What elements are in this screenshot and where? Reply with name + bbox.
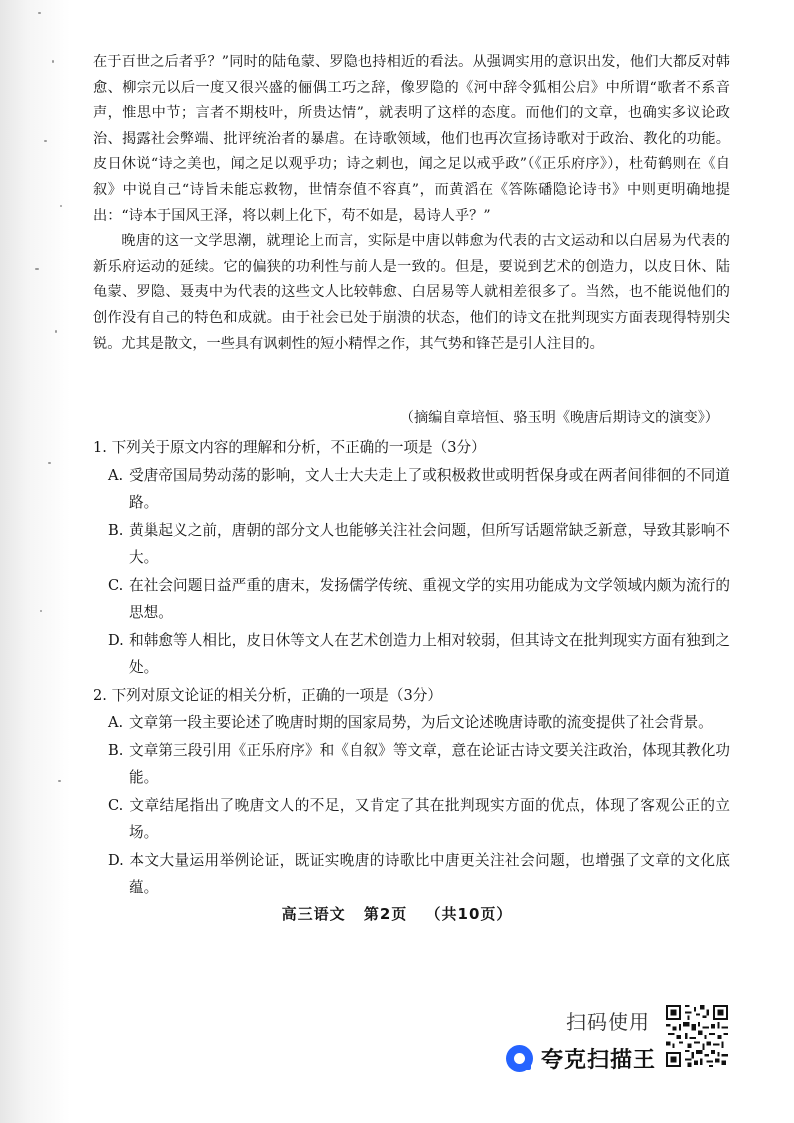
option-text: 文章第一段主要论述了晚唐时期的国家局势，为后文论述晚唐诗歌的流变提供了社会背景。: [129, 714, 713, 731]
passage: [93, 50, 730, 357]
option-text: 文章第三段引用《正乐府序》和《自叙》等文章，意在论证古诗文要关注政治，体现其教化功能。: [129, 741, 730, 786]
question-stem: 1. 下列关于原文内容的理解和分析，不正确的一项是（3分）: [93, 439, 486, 456]
question-list: [93, 434, 730, 902]
option-text: 本文大量运用举例论证，既证实晚唐的诗歌比中唐更关注社会问题，也增强了文章的文化底蕴。: [129, 851, 730, 896]
question-1: [93, 434, 730, 682]
option-b: [93, 517, 730, 572]
passage-source: （摘编自章培恒、骆玉明《晚唐后期诗文的演变》）: [399, 410, 719, 426]
option-letter: D.: [108, 631, 124, 649]
option-letter: C.: [108, 576, 124, 594]
passage-paragraph-1: 在于百世之后者乎？”同时的陆龟蒙、罗隐也持相近的看法。从强调实用的意识出发，他们大都反对韩愈、柳宗元以后一度又很兴盛的俪偶工巧之辞，像罗隐的《河中辞令狐相公启》中所谓“歌者不系音声，惟思中节；言者不期枝叶，所贵达情”，就表明了这样的态度。而他们的文章，也确实多议论政治、揭露社会弊端、批评统治者的暴虐。在诗歌领域，他们也再次宣扬诗歌对于政治、教化的功能。皮日休说“诗之美也，闻之足以观乎功；诗之刺也，闻之足以戒乎政”（《正乐府序》），杜荀鹤则在《自叙》中说自己“诗旨未能忘救物，世情奈值不容真”，而黄滔在《答陈磻隐论诗书》中则更明确地提出：“诗本于国风王泽，将以刺上化下，苟不如是，曷诗人乎？”: [93, 54, 730, 224]
option-text: 受唐帝国局势动荡的影响，文人士大夫走上了或积极救世或明哲保身或在两者间徘徊的不同道路。: [129, 466, 730, 511]
footer-page-number: 第2页: [363, 905, 408, 923]
footer-subject: 高三语文: [281, 905, 346, 923]
option-d: [93, 847, 730, 902]
scan-to-use-label: 扫码使用: [566, 1010, 650, 1034]
option-text: 在社会问题日益严重的唐末，发扬儒学传统、重视文学的实用功能成为文学领域内颇为流行的思想。: [129, 576, 730, 621]
question-stem: 2. 下列对原文论证的相关分析，正确的一项是（3分）: [93, 686, 442, 704]
option-letter: C.: [108, 796, 124, 814]
option-b: [93, 737, 730, 792]
footer-page-total: （共10页）: [425, 905, 513, 923]
page-footer: [0, 903, 794, 924]
option-letter: B.: [108, 521, 124, 539]
option-a: [93, 462, 730, 517]
binding-edge-shadow: [0, 0, 70, 1123]
option-text: 文章结尾指出了晚唐文人的不足，又肯定了其在批判现实方面的优点，体现了客观公正的立场。: [129, 796, 730, 841]
brand-name: 夸克扫描王: [541, 1047, 657, 1073]
option-letter: B.: [108, 741, 124, 759]
option-letter: D.: [108, 851, 124, 869]
option-text: 和韩愈等人相比，皮日休等文人在艺术创造力上相对较弱，但其诗文在批判现实方面有独到之处。: [129, 631, 730, 676]
option-letter: A.: [108, 466, 124, 484]
option-text: 黄巢起义之前，唐朝的部分文人也能够关注社会问题，但所写话题常缺乏新意，导致其影响不大。: [129, 521, 730, 566]
option-a: [93, 709, 730, 737]
quark-logo-icon: [506, 1045, 533, 1072]
passage-paragraph-2: 晚唐的这一文学思潮，就理论上而言，实际是中唐以韩愈为代表的古文运动和以白居易为代表的新乐府运动的延续。它的偏狭的功利性与前人是一致的。但是，要说到艺术的创造力，以皮日休、陆龟蒙、罗隐、聂夷中为代表的这些文人比较韩愈、白居易等人就相差很多了。当然，也不能说他们的创作没有自己的特色和成就。由于社会已处于崩溃的状态，他们的诗文在批判现实方面表现得特别尖锐。尤其是散文，一些具有讽刺性的短小精悍之作，其气势和锋芒是引人注目的。: [93, 233, 730, 352]
scanner-brand: [506, 1041, 656, 1075]
option-letter: A.: [108, 714, 124, 731]
option-d: [93, 627, 730, 682]
qr-code-icon[interactable]: [666, 1005, 728, 1067]
question-2: [93, 682, 730, 902]
option-c: [93, 792, 730, 847]
option-c: [93, 572, 730, 627]
